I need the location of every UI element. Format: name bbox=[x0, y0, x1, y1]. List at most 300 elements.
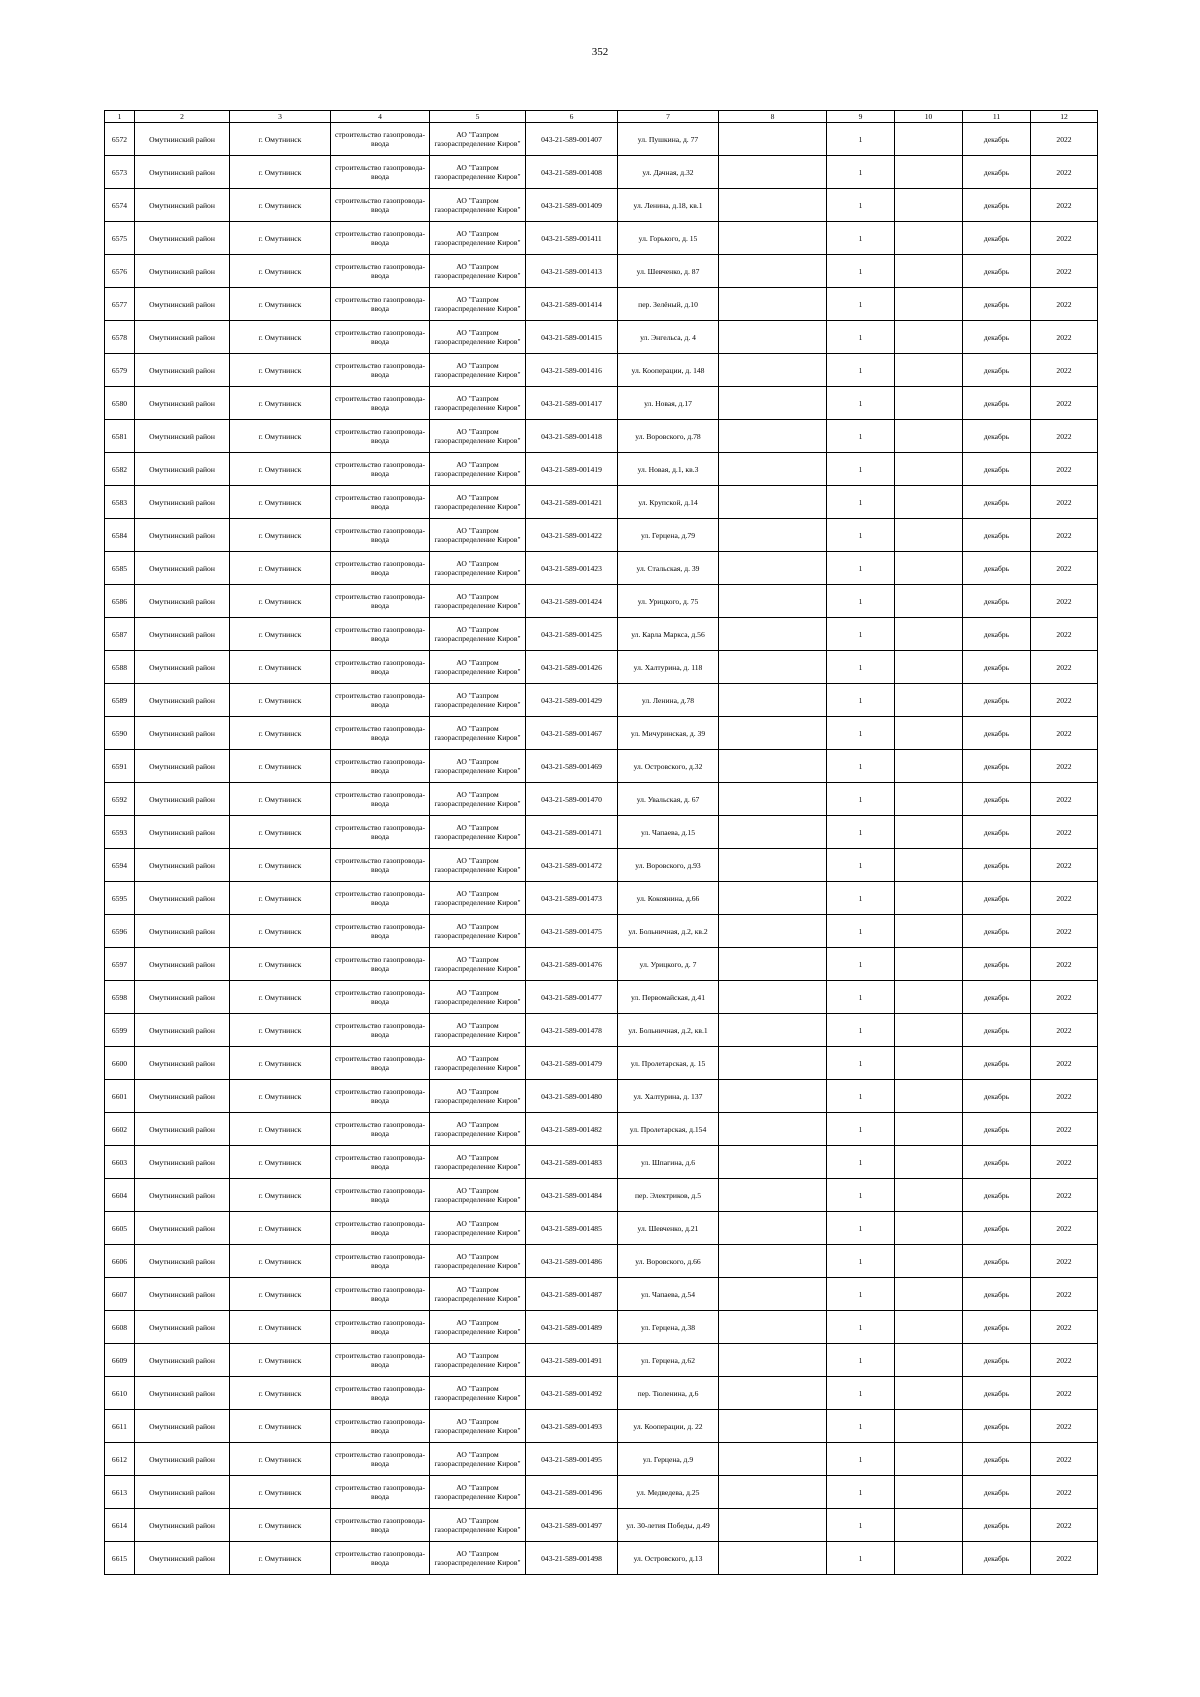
work-type-cell: строительство газопровода-ввода bbox=[331, 189, 430, 222]
month-cell: декабрь bbox=[963, 915, 1031, 948]
column-10-cell bbox=[895, 816, 963, 849]
registry-code-cell: 043-21-589-001482 bbox=[526, 1113, 618, 1146]
column-8-cell bbox=[719, 1146, 827, 1179]
work-type-cell: строительство газопровода-ввода bbox=[331, 288, 430, 321]
address-cell: пер. Тюленина, д.6 bbox=[618, 1377, 719, 1410]
organization-cell: АО "Газпром газораспределение Киров" bbox=[430, 1080, 526, 1113]
row-number: 6589 bbox=[105, 684, 135, 717]
registry-code-cell: 043-21-589-001423 bbox=[526, 552, 618, 585]
city-cell: г. Омутнинск bbox=[230, 1476, 331, 1509]
quantity-cell: 1 bbox=[827, 717, 895, 750]
quantity-cell: 1 bbox=[827, 486, 895, 519]
column-8-cell bbox=[719, 585, 827, 618]
organization-cell: АО "Газпром газораспределение Киров" bbox=[430, 1476, 526, 1509]
quantity-cell: 1 bbox=[827, 783, 895, 816]
column-8-cell bbox=[719, 1113, 827, 1146]
row-number: 6595 bbox=[105, 882, 135, 915]
month-cell: декабрь bbox=[963, 486, 1031, 519]
year-cell: 2022 bbox=[1031, 1080, 1098, 1113]
address-cell: ул. Больничная, д.2, кв.1 bbox=[618, 1014, 719, 1047]
work-type-cell: строительство газопровода-ввода bbox=[331, 618, 430, 651]
quantity-cell: 1 bbox=[827, 288, 895, 321]
month-cell: декабрь bbox=[963, 618, 1031, 651]
work-type-cell: строительство газопровода-ввода bbox=[331, 684, 430, 717]
column-header: 10 bbox=[895, 111, 963, 123]
district-cell: Омутнинский район bbox=[135, 882, 230, 915]
quantity-cell: 1 bbox=[827, 1377, 895, 1410]
organization-cell: АО "Газпром газораспределение Киров" bbox=[430, 1443, 526, 1476]
column-8-cell bbox=[719, 1179, 827, 1212]
organization-cell: АО "Газпром газораспределение Киров" bbox=[430, 255, 526, 288]
address-cell: ул. Воровского, д.78 bbox=[618, 420, 719, 453]
organization-cell: АО "Газпром газораспределение Киров" bbox=[430, 1179, 526, 1212]
month-cell: декабрь bbox=[963, 1014, 1031, 1047]
column-10-cell bbox=[895, 948, 963, 981]
table-row bbox=[105, 288, 1098, 321]
column-8-cell bbox=[719, 1509, 827, 1542]
month-cell: декабрь bbox=[963, 189, 1031, 222]
column-10-cell bbox=[895, 189, 963, 222]
registry-code-cell: 043-21-589-001480 bbox=[526, 1080, 618, 1113]
organization-cell: АО "Газпром газораспределение Киров" bbox=[430, 387, 526, 420]
column-8-cell bbox=[719, 519, 827, 552]
work-type-cell: строительство газопровода-ввода bbox=[331, 849, 430, 882]
district-cell: Омутнинский район bbox=[135, 1113, 230, 1146]
address-cell: ул. Урицкого, д. 7 bbox=[618, 948, 719, 981]
address-cell: ул. Новая, д.1, кв.3 bbox=[618, 453, 719, 486]
registry-code-cell: 043-21-589-001478 bbox=[526, 1014, 618, 1047]
table-row bbox=[105, 1047, 1098, 1080]
address-cell: ул. Герцена, д.62 bbox=[618, 1344, 719, 1377]
work-type-cell: строительство газопровода-ввода bbox=[331, 1476, 430, 1509]
column-header: 1 bbox=[105, 111, 135, 123]
row-number: 6587 bbox=[105, 618, 135, 651]
address-cell: ул. Шевченко, д.21 bbox=[618, 1212, 719, 1245]
quantity-cell: 1 bbox=[827, 750, 895, 783]
district-cell: Омутнинский район bbox=[135, 552, 230, 585]
city-cell: г. Омутнинск bbox=[230, 1245, 331, 1278]
column-10-cell bbox=[895, 387, 963, 420]
registry-code-cell: 043-21-589-001493 bbox=[526, 1410, 618, 1443]
row-number: 6604 bbox=[105, 1179, 135, 1212]
column-10-cell bbox=[895, 1113, 963, 1146]
organization-cell: АО "Газпром газораспределение Киров" bbox=[430, 1377, 526, 1410]
row-number: 6576 bbox=[105, 255, 135, 288]
address-cell: ул. Урицкого, д. 75 bbox=[618, 585, 719, 618]
district-cell: Омутнинский район bbox=[135, 1377, 230, 1410]
registry-code-cell: 043-21-589-001486 bbox=[526, 1245, 618, 1278]
column-8-cell bbox=[719, 1212, 827, 1245]
registry-code-cell: 043-21-589-001473 bbox=[526, 882, 618, 915]
registry-table bbox=[104, 110, 1098, 1575]
quantity-cell: 1 bbox=[827, 1245, 895, 1278]
address-cell: ул. Островского, д.13 bbox=[618, 1542, 719, 1575]
month-cell: декабрь bbox=[963, 717, 1031, 750]
table-row bbox=[105, 618, 1098, 651]
work-type-cell: строительство газопровода-ввода bbox=[331, 1080, 430, 1113]
registry-code-cell: 043-21-589-001469 bbox=[526, 750, 618, 783]
address-cell: ул. Халтурина, д. 118 bbox=[618, 651, 719, 684]
organization-cell: АО "Газпром газораспределение Киров" bbox=[430, 1014, 526, 1047]
district-cell: Омутнинский район bbox=[135, 1311, 230, 1344]
city-cell: г. Омутнинск bbox=[230, 420, 331, 453]
address-cell: ул. Шевченко, д. 87 bbox=[618, 255, 719, 288]
quantity-cell: 1 bbox=[827, 1179, 895, 1212]
row-number: 6609 bbox=[105, 1344, 135, 1377]
address-cell: ул. Кокоянина, д.66 bbox=[618, 882, 719, 915]
row-number: 6575 bbox=[105, 222, 135, 255]
registry-code-cell: 043-21-589-001496 bbox=[526, 1476, 618, 1509]
table-row bbox=[105, 717, 1098, 750]
district-cell: Омутнинский район bbox=[135, 189, 230, 222]
district-cell: Омутнинский район bbox=[135, 288, 230, 321]
table-row bbox=[105, 882, 1098, 915]
city-cell: г. Омутнинск bbox=[230, 1377, 331, 1410]
registry-code-cell: 043-21-589-001411 bbox=[526, 222, 618, 255]
column-header: 9 bbox=[827, 111, 895, 123]
row-number: 6608 bbox=[105, 1311, 135, 1344]
city-cell: г. Омутнинск bbox=[230, 915, 331, 948]
city-cell: г. Омутнинск bbox=[230, 684, 331, 717]
city-cell: г. Омутнинск bbox=[230, 156, 331, 189]
row-number: 6610 bbox=[105, 1377, 135, 1410]
year-cell: 2022 bbox=[1031, 189, 1098, 222]
row-number: 6607 bbox=[105, 1278, 135, 1311]
organization-cell: АО "Газпром газораспределение Киров" bbox=[430, 981, 526, 1014]
city-cell: г. Омутнинск bbox=[230, 1509, 331, 1542]
year-cell: 2022 bbox=[1031, 717, 1098, 750]
registry-code-cell: 043-21-589-001413 bbox=[526, 255, 618, 288]
quantity-cell: 1 bbox=[827, 552, 895, 585]
address-cell: ул. Воровского, д.66 bbox=[618, 1245, 719, 1278]
district-cell: Омутнинский район bbox=[135, 486, 230, 519]
row-number: 6579 bbox=[105, 354, 135, 387]
city-cell: г. Омутнинск bbox=[230, 1080, 331, 1113]
column-10-cell bbox=[895, 1377, 963, 1410]
year-cell: 2022 bbox=[1031, 321, 1098, 354]
quantity-cell: 1 bbox=[827, 321, 895, 354]
district-cell: Омутнинский район bbox=[135, 1212, 230, 1245]
column-10-cell bbox=[895, 1443, 963, 1476]
city-cell: г. Омутнинск bbox=[230, 255, 331, 288]
row-number: 6578 bbox=[105, 321, 135, 354]
registry-code-cell: 043-21-589-001498 bbox=[526, 1542, 618, 1575]
year-cell: 2022 bbox=[1031, 915, 1098, 948]
column-10-cell bbox=[895, 420, 963, 453]
month-cell: декабрь bbox=[963, 156, 1031, 189]
city-cell: г. Омутнинск bbox=[230, 1014, 331, 1047]
month-cell: декабрь bbox=[963, 882, 1031, 915]
registry-code-cell: 043-21-589-001419 bbox=[526, 453, 618, 486]
registry-code-cell: 043-21-589-001477 bbox=[526, 981, 618, 1014]
quantity-cell: 1 bbox=[827, 156, 895, 189]
row-number: 6591 bbox=[105, 750, 135, 783]
column-10-cell bbox=[895, 783, 963, 816]
organization-cell: АО "Газпром газораспределение Киров" bbox=[430, 321, 526, 354]
work-type-cell: строительство газопровода-ввода bbox=[331, 783, 430, 816]
column-8-cell bbox=[719, 420, 827, 453]
column-8-cell bbox=[719, 717, 827, 750]
city-cell: г. Омутнинск bbox=[230, 882, 331, 915]
city-cell: г. Омутнинск bbox=[230, 189, 331, 222]
column-8-cell bbox=[719, 288, 827, 321]
table-row bbox=[105, 816, 1098, 849]
column-10-cell bbox=[895, 1080, 963, 1113]
organization-cell: АО "Газпром газораспределение Киров" bbox=[430, 816, 526, 849]
work-type-cell: строительство газопровода-ввода bbox=[331, 948, 430, 981]
column-8-cell bbox=[719, 453, 827, 486]
registry-code-cell: 043-21-589-001425 bbox=[526, 618, 618, 651]
year-cell: 2022 bbox=[1031, 1311, 1098, 1344]
table-row bbox=[105, 321, 1098, 354]
row-number: 6597 bbox=[105, 948, 135, 981]
district-cell: Омутнинский район bbox=[135, 1509, 230, 1542]
table-row bbox=[105, 915, 1098, 948]
work-type-cell: строительство газопровода-ввода bbox=[331, 981, 430, 1014]
column-header: 6 bbox=[526, 111, 618, 123]
district-cell: Омутнинский район bbox=[135, 585, 230, 618]
work-type-cell: строительство газопровода-ввода bbox=[331, 123, 430, 156]
district-cell: Омутнинский район bbox=[135, 321, 230, 354]
organization-cell: АО "Газпром газораспределение Киров" bbox=[430, 750, 526, 783]
month-cell: декабрь bbox=[963, 519, 1031, 552]
table-row bbox=[105, 486, 1098, 519]
organization-cell: АО "Газпром газораспределение Киров" bbox=[430, 453, 526, 486]
organization-cell: АО "Газпром газораспределение Киров" bbox=[430, 1410, 526, 1443]
organization-cell: АО "Газпром газораспределение Киров" bbox=[430, 354, 526, 387]
column-10-cell bbox=[895, 981, 963, 1014]
table-row bbox=[105, 1245, 1098, 1278]
registry-code-cell: 043-21-589-001408 bbox=[526, 156, 618, 189]
table-row bbox=[105, 1014, 1098, 1047]
quantity-cell: 1 bbox=[827, 651, 895, 684]
column-10-cell bbox=[895, 1410, 963, 1443]
city-cell: г. Омутнинск bbox=[230, 1344, 331, 1377]
organization-cell: АО "Газпром газораспределение Киров" bbox=[430, 1542, 526, 1575]
column-10-cell bbox=[895, 552, 963, 585]
column-8-cell bbox=[719, 1443, 827, 1476]
work-type-cell: строительство газопровода-ввода bbox=[331, 1344, 430, 1377]
registry-code-cell: 043-21-589-001429 bbox=[526, 684, 618, 717]
city-cell: г. Омутнинск bbox=[230, 651, 331, 684]
address-cell: ул. Карла Маркса, д.56 bbox=[618, 618, 719, 651]
year-cell: 2022 bbox=[1031, 156, 1098, 189]
year-cell: 2022 bbox=[1031, 519, 1098, 552]
row-number: 6599 bbox=[105, 1014, 135, 1047]
row-number: 6601 bbox=[105, 1080, 135, 1113]
address-cell: ул. Чапаева, д.54 bbox=[618, 1278, 719, 1311]
year-cell: 2022 bbox=[1031, 552, 1098, 585]
month-cell: декабрь bbox=[963, 1080, 1031, 1113]
year-cell: 2022 bbox=[1031, 948, 1098, 981]
organization-cell: АО "Газпром газораспределение Киров" bbox=[430, 948, 526, 981]
column-10-cell bbox=[895, 354, 963, 387]
column-10-cell bbox=[895, 1014, 963, 1047]
organization-cell: АО "Газпром газораспределение Киров" bbox=[430, 783, 526, 816]
registry-code-cell: 043-21-589-001417 bbox=[526, 387, 618, 420]
column-10-cell bbox=[895, 156, 963, 189]
month-cell: декабрь bbox=[963, 651, 1031, 684]
column-8-cell bbox=[719, 618, 827, 651]
address-cell: ул. Новая, д.17 bbox=[618, 387, 719, 420]
column-header: 4 bbox=[331, 111, 430, 123]
quantity-cell: 1 bbox=[827, 1080, 895, 1113]
column-10-cell bbox=[895, 1344, 963, 1377]
year-cell: 2022 bbox=[1031, 1509, 1098, 1542]
month-cell: декабрь bbox=[963, 1542, 1031, 1575]
table-row bbox=[105, 1509, 1098, 1542]
row-number: 6594 bbox=[105, 849, 135, 882]
year-cell: 2022 bbox=[1031, 1542, 1098, 1575]
organization-cell: АО "Газпром газораспределение Киров" bbox=[430, 222, 526, 255]
table-row bbox=[105, 519, 1098, 552]
city-cell: г. Омутнинск bbox=[230, 222, 331, 255]
organization-cell: АО "Газпром газораспределение Киров" bbox=[430, 123, 526, 156]
row-number: 6574 bbox=[105, 189, 135, 222]
month-cell: декабрь bbox=[963, 255, 1031, 288]
column-header: 11 bbox=[963, 111, 1031, 123]
year-cell: 2022 bbox=[1031, 618, 1098, 651]
quantity-cell: 1 bbox=[827, 519, 895, 552]
registry-code-cell: 043-21-589-001470 bbox=[526, 783, 618, 816]
district-cell: Омутнинский район bbox=[135, 387, 230, 420]
year-cell: 2022 bbox=[1031, 1377, 1098, 1410]
organization-cell: АО "Газпром газораспределение Киров" bbox=[430, 684, 526, 717]
address-cell: ул. Островского, д.32 bbox=[618, 750, 719, 783]
row-number: 6584 bbox=[105, 519, 135, 552]
organization-cell: АО "Газпром газораспределение Киров" bbox=[430, 1113, 526, 1146]
work-type-cell: строительство газопровода-ввода bbox=[331, 1146, 430, 1179]
quantity-cell: 1 bbox=[827, 882, 895, 915]
district-cell: Омутнинский район bbox=[135, 222, 230, 255]
quantity-cell: 1 bbox=[827, 981, 895, 1014]
organization-cell: АО "Газпром газораспределение Киров" bbox=[430, 618, 526, 651]
registry-code-cell: 043-21-589-001495 bbox=[526, 1443, 618, 1476]
city-cell: г. Омутнинск bbox=[230, 1311, 331, 1344]
quantity-cell: 1 bbox=[827, 1344, 895, 1377]
column-8-cell bbox=[719, 552, 827, 585]
table-row bbox=[105, 354, 1098, 387]
month-cell: декабрь bbox=[963, 684, 1031, 717]
organization-cell: АО "Газпром газораспределение Киров" bbox=[430, 420, 526, 453]
column-8-cell bbox=[719, 255, 827, 288]
city-cell: г. Омутнинск bbox=[230, 519, 331, 552]
column-8-cell bbox=[719, 1311, 827, 1344]
table-row bbox=[105, 1278, 1098, 1311]
column-8-cell bbox=[719, 354, 827, 387]
row-number: 6598 bbox=[105, 981, 135, 1014]
column-10-cell bbox=[895, 1476, 963, 1509]
work-type-cell: строительство газопровода-ввода bbox=[331, 750, 430, 783]
address-cell: ул. Горького, д. 15 bbox=[618, 222, 719, 255]
year-cell: 2022 bbox=[1031, 750, 1098, 783]
work-type-cell: строительство газопровода-ввода bbox=[331, 1311, 430, 1344]
registry-code-cell: 043-21-589-001409 bbox=[526, 189, 618, 222]
row-number: 6586 bbox=[105, 585, 135, 618]
row-number: 6588 bbox=[105, 651, 135, 684]
address-cell: ул. Ленина, д.18, кв.1 bbox=[618, 189, 719, 222]
quantity-cell: 1 bbox=[827, 222, 895, 255]
column-8-cell bbox=[719, 387, 827, 420]
city-cell: г. Омутнинск bbox=[230, 849, 331, 882]
district-cell: Омутнинский район bbox=[135, 420, 230, 453]
city-cell: г. Омутнинск bbox=[230, 552, 331, 585]
month-cell: декабрь bbox=[963, 750, 1031, 783]
quantity-cell: 1 bbox=[827, 1113, 895, 1146]
address-cell: ул. Ленина, д.78 bbox=[618, 684, 719, 717]
row-number: 6573 bbox=[105, 156, 135, 189]
month-cell: декабрь bbox=[963, 1344, 1031, 1377]
year-cell: 2022 bbox=[1031, 420, 1098, 453]
year-cell: 2022 bbox=[1031, 1245, 1098, 1278]
quantity-cell: 1 bbox=[827, 1443, 895, 1476]
work-type-cell: строительство газопровода-ввода bbox=[331, 1014, 430, 1047]
organization-cell: АО "Газпром газораспределение Киров" bbox=[430, 849, 526, 882]
address-cell: пер. Зелёный, д.10 bbox=[618, 288, 719, 321]
address-cell: ул. Мичуринская, д. 39 bbox=[618, 717, 719, 750]
column-8-cell bbox=[719, 156, 827, 189]
organization-cell: АО "Газпром газораспределение Киров" bbox=[430, 882, 526, 915]
column-10-cell bbox=[895, 321, 963, 354]
work-type-cell: строительство газопровода-ввода bbox=[331, 1278, 430, 1311]
district-cell: Омутнинский район bbox=[135, 915, 230, 948]
work-type-cell: строительство газопровода-ввода bbox=[331, 519, 430, 552]
work-type-cell: строительство газопровода-ввода bbox=[331, 651, 430, 684]
row-number: 6600 bbox=[105, 1047, 135, 1080]
city-cell: г. Омутнинск bbox=[230, 1278, 331, 1311]
quantity-cell: 1 bbox=[827, 420, 895, 453]
registry-code-cell: 043-21-589-001476 bbox=[526, 948, 618, 981]
year-cell: 2022 bbox=[1031, 255, 1098, 288]
registry-code-cell: 043-21-589-001407 bbox=[526, 123, 618, 156]
month-cell: декабрь bbox=[963, 123, 1031, 156]
work-type-cell: строительство газопровода-ввода bbox=[331, 1212, 430, 1245]
month-cell: декабрь bbox=[963, 1146, 1031, 1179]
row-number: 6577 bbox=[105, 288, 135, 321]
column-10-cell bbox=[895, 222, 963, 255]
table-row bbox=[105, 255, 1098, 288]
work-type-cell: строительство газопровода-ввода bbox=[331, 816, 430, 849]
row-number: 6606 bbox=[105, 1245, 135, 1278]
quantity-cell: 1 bbox=[827, 618, 895, 651]
address-cell: ул. Халтурина, д. 137 bbox=[618, 1080, 719, 1113]
month-cell: декабрь bbox=[963, 453, 1031, 486]
address-cell: ул. Пролетарская, д. 15 bbox=[618, 1047, 719, 1080]
city-cell: г. Омутнинск bbox=[230, 750, 331, 783]
district-cell: Омутнинский район bbox=[135, 156, 230, 189]
quantity-cell: 1 bbox=[827, 684, 895, 717]
work-type-cell: строительство газопровода-ввода bbox=[331, 585, 430, 618]
city-cell: г. Омутнинск bbox=[230, 981, 331, 1014]
month-cell: декабрь bbox=[963, 1476, 1031, 1509]
work-type-cell: строительство газопровода-ввода bbox=[331, 255, 430, 288]
table-row bbox=[105, 1476, 1098, 1509]
month-cell: декабрь bbox=[963, 585, 1031, 618]
work-type-cell: строительство газопровода-ввода bbox=[331, 1410, 430, 1443]
address-cell: ул. Дачная, д.32 bbox=[618, 156, 719, 189]
quantity-cell: 1 bbox=[827, 849, 895, 882]
city-cell: г. Омутнинск bbox=[230, 387, 331, 420]
column-10-cell bbox=[895, 288, 963, 321]
table-row bbox=[105, 585, 1098, 618]
quantity-cell: 1 bbox=[827, 1509, 895, 1542]
address-cell: ул. Крупской, д.14 bbox=[618, 486, 719, 519]
work-type-cell: строительство газопровода-ввода bbox=[331, 222, 430, 255]
column-10-cell bbox=[895, 486, 963, 519]
column-8-cell bbox=[719, 1410, 827, 1443]
column-10-cell bbox=[895, 1212, 963, 1245]
district-cell: Омутнинский район bbox=[135, 255, 230, 288]
